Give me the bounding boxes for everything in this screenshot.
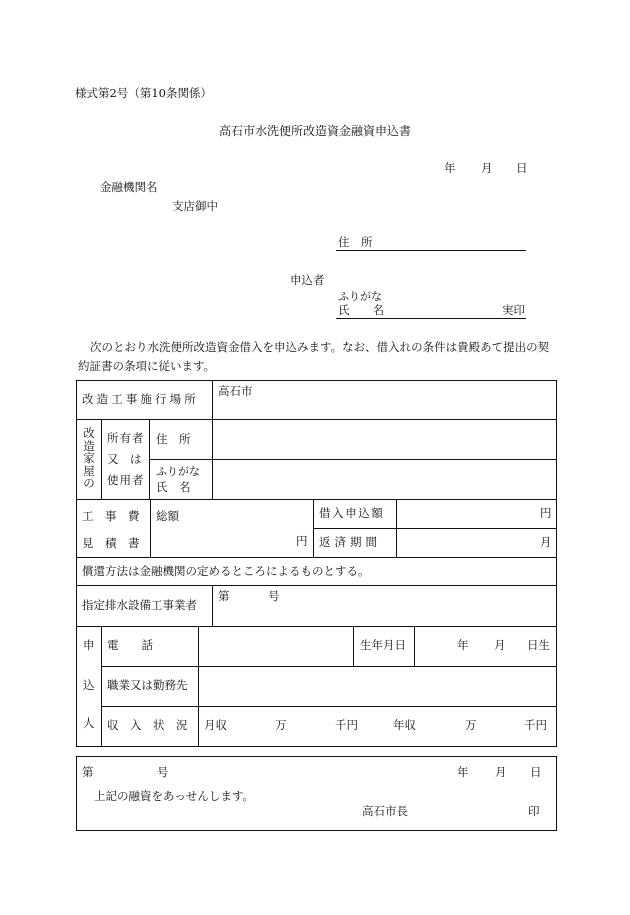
house-label-char: 造 — [83, 438, 95, 453]
table-rule — [76, 557, 557, 558]
work-location-value: 高石市 — [218, 384, 253, 398]
house-label-char: の — [83, 476, 95, 491]
form-number: 様式第2号（第10条関係） — [75, 86, 212, 100]
owner-address-label: 住 所 — [156, 432, 191, 446]
footer-no-suffix: 号 — [157, 765, 169, 779]
table-rule — [396, 499, 397, 557]
seal-label: 実印 — [502, 303, 525, 317]
annual-man-unit: 万 — [465, 718, 477, 732]
date-day: 日 — [516, 161, 528, 175]
table-rule — [149, 459, 557, 460]
contractor-label: 指定排水設備工事業者 — [82, 598, 197, 612]
table-rule — [313, 528, 557, 529]
month-unit: 月 — [540, 535, 552, 549]
intro-text: 次のとおり水洗便所改造資金借入を申込みます。なお、借入れの条件は貴殿あて提出の契約証書の条項に従います。 — [78, 340, 550, 373]
address-label: 住 所 — [338, 235, 373, 249]
addressee-bank: 金融機関名 — [100, 180, 158, 194]
date-month: 月 — [481, 161, 493, 175]
owner-name-label: 氏 名 — [156, 480, 191, 494]
loan-yen-unit: 円 — [540, 506, 552, 520]
table-rule — [313, 499, 314, 557]
owner-label-2: 又 は — [107, 452, 142, 466]
loan-amount-label: 借入申込額 — [319, 506, 385, 520]
applicant-vertical-3: 人 — [83, 716, 95, 730]
addressee-branch: 支店御中 — [172, 199, 218, 213]
table-rule — [101, 666, 557, 667]
date-year: 年 — [444, 161, 456, 175]
monthly-income-label: 月収 — [204, 718, 227, 732]
table-rule — [212, 585, 213, 626]
birth-year: 年 — [457, 638, 469, 652]
form-title: 高石市水洗便所改造資金融資申込書 — [218, 124, 411, 138]
table-rule — [353, 626, 354, 666]
birth-day: 日生 — [527, 638, 550, 652]
table-rule — [76, 626, 557, 627]
footer-year: 年 — [457, 765, 469, 779]
repay-period-label: 返済期間 — [319, 535, 381, 549]
table-rule — [101, 706, 557, 707]
owner-furigana-label: ふりがな — [156, 465, 200, 478]
furigana-label: ふりがな — [338, 290, 382, 303]
contractor-no-suffix: 号 — [268, 589, 280, 603]
applicant-vertical-2: 込 — [83, 678, 95, 692]
repay-method-text: 償還方法は金融機関の定めるところによるものとする。 — [82, 564, 370, 578]
table-rule — [414, 626, 415, 666]
table-rule — [198, 626, 199, 747]
table-rule — [101, 626, 102, 747]
annual-income-label: 年収 — [393, 718, 416, 732]
name-label: 氏 名 — [338, 303, 384, 317]
address-underline — [336, 250, 526, 251]
applicant-label: 申込者 — [290, 273, 325, 287]
contractor-no-prefix: 第 — [218, 589, 230, 603]
name-underline — [336, 318, 526, 319]
owner-label-1: 所有者 — [107, 431, 145, 445]
table-rule — [212, 419, 213, 499]
footer-statement: 上記の融資をあっせんします。 — [94, 789, 254, 803]
cost-label-1: 工 事 費 — [82, 509, 140, 523]
occupation-label: 職業又は勤務先 — [107, 678, 188, 692]
birthdate-label: 生年月日 — [360, 638, 406, 652]
footer-month: 月 — [495, 765, 507, 779]
house-label-char: 家 — [83, 451, 95, 466]
table-rule — [101, 419, 102, 499]
table-rule — [76, 585, 557, 586]
total-yen-unit: 円 — [296, 534, 308, 548]
phone-label: 電 話 — [107, 638, 153, 652]
mayor-label: 高石市長 — [362, 804, 408, 818]
owner-label-3: 使用者 — [107, 473, 145, 487]
applicant-vertical-1: 申 — [83, 638, 95, 652]
work-location-label: 改造工事施行場所 — [82, 392, 199, 406]
monthly-thousand-unit: 千円 — [335, 718, 358, 732]
footer-day: 日 — [530, 765, 542, 779]
table-rule — [149, 419, 150, 499]
table-rule — [150, 499, 151, 557]
table-rule — [212, 380, 213, 419]
house-label-char: 屋 — [83, 463, 95, 478]
table-rule — [76, 499, 557, 500]
monthly-man-unit: 万 — [275, 718, 287, 732]
birth-month: 月 — [494, 638, 506, 652]
house-label-vertical — [82, 427, 96, 490]
cost-label-2: 見 積 書 — [82, 536, 140, 550]
total-label: 総額 — [156, 509, 179, 523]
income-label: 収 入 状 況 — [107, 718, 188, 732]
annual-thousand-unit: 千円 — [524, 718, 547, 732]
house-label-char: 改 — [83, 426, 95, 440]
mayor-seal-label: 印 — [528, 804, 540, 818]
footer-no-prefix: 第 — [82, 765, 94, 779]
